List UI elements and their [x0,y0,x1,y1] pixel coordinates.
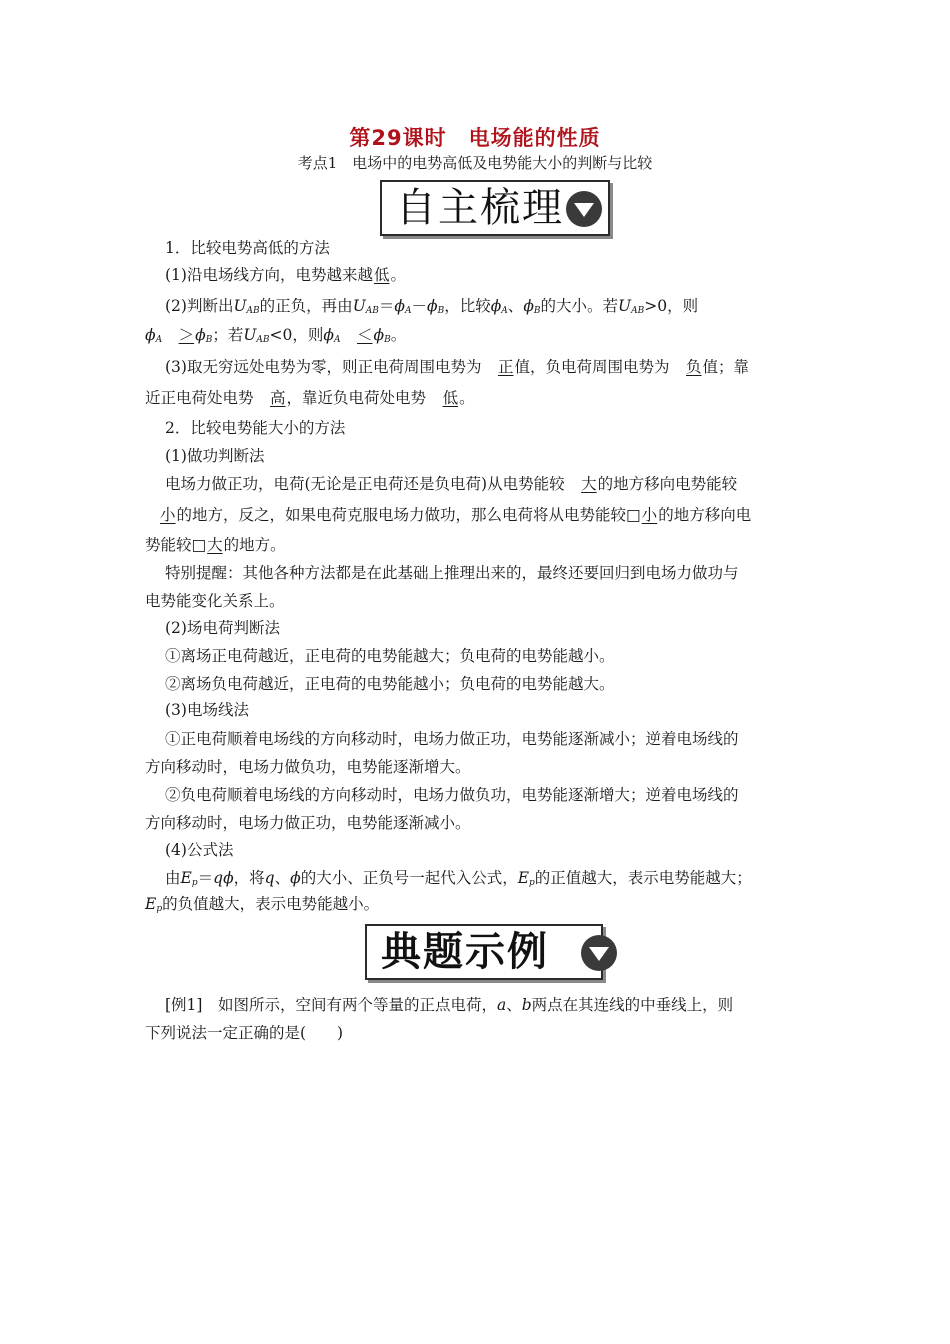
method-2-item-2: ②离场负电荷越近，正电荷的电势能越小；负电荷的电势能越大。 [165,675,615,693]
var-E: E [517,869,530,887]
text: ＝ [378,297,395,315]
var-phi: ϕ [373,326,385,344]
text: 两点在其连线的中垂线上，则 [531,996,734,1014]
text: 。 [390,326,407,344]
paragraph-2-line-2 [145,325,406,350]
text: 的正负，再由 [259,297,353,315]
sub-B: B [437,306,445,316]
method-3-item-2-line-2: 方向移动时，电场力做正功，电势能逐渐减小。 [145,814,471,832]
text: 的大小。若 [540,297,619,315]
text: ，将 [233,869,265,887]
method-1-line-2 [145,505,751,525]
text: 的负值越大，表示电势能越小。 [162,895,380,913]
text: 由 [165,869,181,887]
sub-AB: AB [365,306,379,316]
topic-subtitle: 考点1 电场中的电势高低及电势能大小的判断与比较 [297,154,653,172]
var-U: U [243,326,257,344]
var-q: q [213,869,224,887]
var-phi: ϕ [490,297,502,315]
method-3-item-2-line-1: ②负电荷顺着电场线的方向移动时，电场力做负功，电势能逐渐增大；逆着电场线的 [165,786,739,804]
sub-AB: AB [256,335,270,345]
paragraph-2-line-1 [165,296,698,321]
sub-AB: AB [631,306,645,316]
answer-blank: 负 [686,358,702,376]
heading-potential-methods: 1．比较电势高低的方法 [165,239,330,257]
answer-blank: 大 [207,536,223,554]
text: 的地方，反之，如果电荷克服电场力做功，那么电荷将从电势能较□ [176,506,641,524]
heading-energy-methods: 2．比较电势能大小的方法 [165,419,346,437]
method-3-heading: (3)电场线法 [165,701,249,719]
sub-p: p [191,878,198,888]
answer-blank: 低 [442,389,459,407]
text: － [411,297,427,315]
var-U: U [352,297,366,315]
sub-B: B [205,335,213,345]
paragraph-3-line-1 [165,357,749,377]
text: 的地方移向电势能较 [597,475,738,493]
var-b: b [521,996,532,1014]
text: ；若 [212,326,244,344]
paragraph-1 [165,265,406,285]
answer-blank: 低 [373,266,390,284]
paragraph-3-line-2 [145,388,475,408]
var-phi: ϕ [523,297,534,315]
sub-A: A [333,335,341,345]
sub-p: p [156,904,163,914]
var-phi: ϕ [195,326,206,344]
var-q: q [264,869,275,887]
answer-blank: 高 [270,389,286,407]
method-3-item-1-line-1: ①正电荷顺着电场线的方向移动时，电场力做正功，电势能逐渐减小；逆着电场线的 [165,730,739,748]
var-phi: ϕ [145,326,156,344]
sub-A: A [404,306,412,316]
method-1-line-1 [165,474,737,494]
text: 的地方。 [223,536,286,554]
text: [例1] 如图所示，空间有两个等量的正点电荷， [165,996,497,1014]
answer-blank: ＞ [178,326,195,344]
sub-p: p [529,878,535,888]
var-phi: ϕ [323,326,334,344]
text: (1)沿电场线方向，电势越来越 [165,266,373,284]
var-E: E [145,895,157,913]
var-phi: ϕ [394,297,405,315]
sub-B: B [384,335,391,345]
text: 势能较□ [145,536,207,554]
banner-label: 典题示例 [381,929,549,975]
var-E: E [180,869,192,887]
answer-blank: 大 [581,475,597,493]
text: 电场力做正功，电荷(无论是正电荷还是负电荷)从电势能较 [165,475,565,493]
answer-blank: 正 [497,358,514,376]
method-4-line-1 [165,868,752,893]
sub-AB: AB [246,306,260,316]
triangle-down-icon [566,191,602,227]
text: 值，负电荷周围电势为 [514,358,670,376]
sub-A: A [155,335,163,345]
answer-blank: ＜ [356,326,373,344]
answer-blank: 小 [160,506,176,524]
example-1-line-2: 下列说法一定正确的是( ) [145,1024,344,1042]
method-2-heading: (2)场电荷判断法 [165,619,280,637]
var-U: U [233,297,247,315]
lesson-title: 第29课时 电场能的性质 [349,126,601,150]
method-2-item-1: ①离场正电荷越近，正电荷的电势能越大；负电荷的电势能越小。 [165,647,615,665]
method-1-heading: (1)做功判断法 [165,447,265,465]
text: 、 [506,996,522,1014]
text: 、 [507,297,524,315]
text: 。 [390,266,406,284]
banner-label: 自主梳理 [396,185,564,231]
method-4-heading: (4)公式法 [165,841,234,859]
text: 。 [459,389,475,407]
method-1-line-3 [145,535,286,555]
text: 值；靠 [702,358,750,376]
tip-line-1: 特别提醒：其他各种方法都是在此基础上推理出来的，最终还要回归到电场力做功与 [165,564,739,582]
var-phi: ϕ [290,869,301,887]
text: (3)取无穷远处电势为零，则正电荷周围电势为 [165,358,482,376]
method-4-line-2 [145,894,379,919]
text: ，比较 [444,297,491,315]
var-a: a [496,996,507,1014]
tip-line-2: 电势能变化关系上。 [145,592,285,610]
method-3-item-1-line-2: 方向移动时，电场力做负功，电势能逐渐增大。 [145,758,471,776]
var-phi: ϕ [223,869,234,887]
triangle-down-icon [581,935,617,971]
sub-B: B [533,306,541,316]
var-U: U [618,297,632,315]
text: 的正值越大，表示电势能越大； [534,869,752,887]
text: 的地方移向电 [658,506,752,524]
text: 、 [274,869,291,887]
text: >0，则 [644,297,699,315]
answer-blank: 小 [641,506,658,524]
text: 的大小、正负号一起代入公式， [300,869,518,887]
text: 近正电荷处电势 [145,389,254,407]
text: <0，则 [269,326,324,344]
example-1-line-1 [165,995,733,1015]
text: ，靠近负电荷处电势 [286,389,427,407]
text: (2)判断出 [165,297,234,315]
text: ＝ [197,869,214,887]
var-phi: ϕ [427,297,438,315]
sub-A: A [501,306,508,316]
section-banner-dianti [365,924,603,980]
section-banner-zizhu [380,180,610,236]
